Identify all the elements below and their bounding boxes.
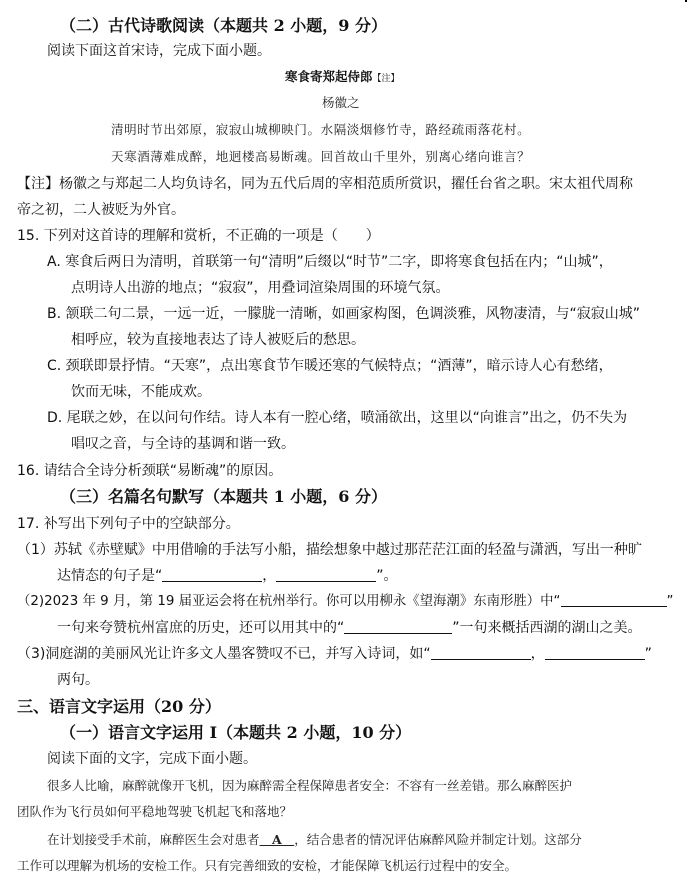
answer-blank[interactable] [344, 619, 452, 634]
option-a-line-1: A. 寒食后两日为清明，首联第一句“清明”后缀以“时节”二字，即将寒食包括在内；“山城”， [47, 254, 613, 270]
section-heading-poetry: （二）古代诗歌阅读（本题共 2 小题，9 分） [60, 16, 387, 35]
answer-blank[interactable] [545, 645, 645, 660]
q17-part2-suffix: ”一句来概括西湖的湖山之美。 [452, 620, 642, 636]
passage-para2-pre: 在计划接受手术前，麻醉医生会对患者 [47, 832, 260, 847]
q17-part2-line-2 [57, 617, 642, 639]
option-b-line-1: B. 颔联二句二景，一远一近，一朦胧一清晰，如画家构图，色调淡雅，风物凄清，与“寂寂山城” [47, 306, 641, 322]
option-d-line-2: 唱叹之音，与全诗的基调和谐一致。 [71, 436, 295, 452]
q17-part2-prefix: 一句来夸赞杭州富庶的历史，还可以用其中的“ [57, 620, 345, 636]
q17-part1-line-1: （1）苏轼《赤壁赋》中用借喻的手法写小船，描绘想象中越过那茫茫江面的轻盈与潇洒，写出一种旷 [17, 542, 642, 558]
option-c-line-2: 饮而无味，不能成欢。 [71, 384, 211, 400]
poem-author: 杨徽之 [322, 95, 360, 110]
section-heading-recitation: （三）名篇名句默写（本题共 1 小题，6 分） [60, 487, 387, 506]
blank-a[interactable]: A [259, 832, 295, 847]
q17-part3-line-2: 两句。 [57, 672, 99, 688]
poem-note-line-2: 帝之初，二人被贬为外官。 [17, 202, 185, 218]
question-16: 16. 请结合全诗分析颈联“易断魂”的原因。 [17, 463, 283, 479]
poem-title [285, 66, 400, 90]
part-heading-language-use: 三、语言文字运用（20 分） [17, 697, 221, 716]
poem-line-1: 清明时节出郊原，寂寂山城柳映门。水隔淡烟修竹寺，路经疏雨落花村。 [111, 122, 531, 137]
answer-blank[interactable] [276, 567, 376, 582]
option-a-line-2: 点明诗人出游的地点；“寂寂”，用叠词渲染周围的环境气氛。 [71, 280, 450, 296]
page-corner-mark [685, 0, 687, 2]
passage-para1-line-1: 很多人比喻，麻醉就像开飞机，因为麻醉需全程保障患者安全：不容有一丝差错。那么麻醉医护 [47, 778, 573, 793]
q17-part1-suffix: ”。 [376, 568, 398, 584]
q17-part2-close: ” [666, 594, 674, 609]
q17-part3-sep: ， [530, 646, 545, 662]
question-15-stem: 15. 下列对这首诗的理解和赏析，不正确的一项是（ ） [17, 228, 380, 244]
section-heading-language-use-1: （一）语言文字运用 I（本题共 2 小题，10 分） [60, 723, 412, 742]
q17-part3-close: ” [644, 646, 652, 662]
poem-title-text: 寒食寄郑起侍郎 [285, 69, 373, 84]
instruction-poem: 阅读下面这首宋诗，完成下面小题。 [47, 43, 271, 59]
q17-part3-text: （3)洞庭湖的美丽风光让许多文人墨客赞叹不已，并写入诗词，如“ [17, 646, 431, 662]
question-17-stem: 17. 补写出下列句子中的空缺部分。 [17, 516, 240, 532]
poem-note-mark: 【注】 [372, 74, 400, 84]
q17-part1-prefix: 达情态的句子是“ [57, 568, 163, 584]
option-d-line-1: D. 尾联之妙，在以问句作结。诗人本有一腔心绪，喷涌欲出，这里以“向谁言”出之，仍不失为 [47, 410, 628, 426]
passage-para2-post: ，结合患者的情况评估麻醉风险并制定计划。这部分 [294, 832, 582, 847]
instruction-text: 阅读下面的文字，完成下面小题。 [47, 751, 257, 767]
poem-line-2: 天寒酒薄难成醉，地迥楼高易断魂。回首故山千里外，别离心绪向谁言？ [111, 149, 531, 164]
q17-part3-line-1 [17, 643, 652, 665]
q17-part1-line-2 [57, 565, 398, 587]
q17-part2-text: （2)2023 年 9 月，第 19 届亚运会将在杭州举行。你可以用柳永《望海潮》东南形胜）中“ [17, 594, 561, 609]
answer-blank[interactable] [162, 567, 262, 582]
passage-para2-line-1 [47, 829, 582, 851]
poem-note-line-1: 【注】杨徽之与郑起二人均负诗名，同为五代后周的宰相范质所赏识，擢任台省之职。宋太祖代周称 [17, 176, 633, 192]
passage-para1-line-2: 团队作为飞行员如何平稳地驾驶飞机起飞和落地？ [17, 804, 293, 819]
option-b-line-2: 相呼应，较为直接地表达了诗人被贬后的愁思。 [71, 332, 365, 348]
option-c-line-1: C. 颈联即景抒情。“天寒”，点出寒食节乍暖还寒的气候特点；“酒薄”，暗示诗人心有愁绪， [47, 358, 613, 374]
q17-part1-sep: ， [262, 568, 277, 584]
answer-blank[interactable] [561, 592, 667, 607]
q17-part2-line-1 [17, 591, 673, 613]
passage-para2-line-2: 工作可以理解为机场的安检工作。只有完善细致的安检，才能保障飞机运行过程中的安全。 [17, 858, 518, 873]
answer-blank[interactable] [431, 645, 531, 660]
